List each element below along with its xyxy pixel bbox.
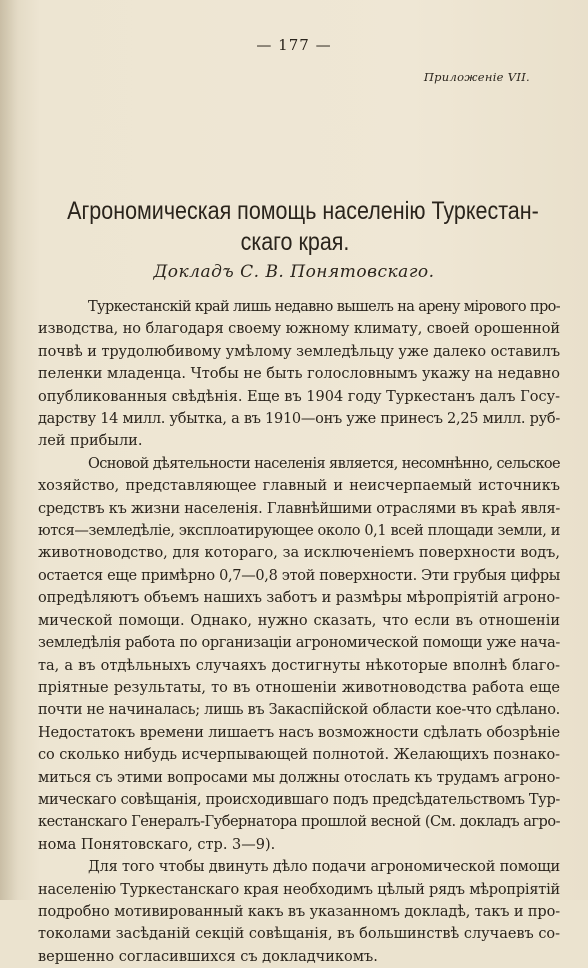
paragraph-3 (38, 856, 560, 968)
text-line: земледѣлія работа по организаціи агрономической помощи уже нача- (38, 635, 560, 652)
title-line: Агрономическая помощь населенію Туркестан- (67, 197, 539, 225)
appendix-label: Приложеніе VII. (423, 70, 530, 84)
text-line: миться съ этими вопросами мы должны отослать къ трудамъ агроно- (38, 769, 560, 786)
page-number: — 177 — (256, 36, 332, 54)
text-line: Туркестанскій край лишь недавно вышелъ на арену мірового про- (88, 299, 560, 315)
text-line: изводства, но благодаря своему южному климату, своей орошенной (38, 321, 560, 338)
text-line: кестанскаго Генералъ-Губернатора прошлой весной (См. докладъ агро- (38, 814, 560, 831)
document-title (67, 196, 539, 258)
text-line: животноводство, для котораго, за исключеніемъ поверхности водъ, (38, 545, 560, 562)
text-line: опубликованныя свѣдѣнія. Еще въ 1904 году Туркестанъ далъ Госу- (38, 388, 560, 405)
paragraph-1 (38, 296, 560, 453)
text-line: нома Понятовскаго, стр. 3—9). (38, 836, 276, 853)
text-line: опредѣляютъ объемъ нашихъ заботъ и размѣры мѣропріятій агроно- (38, 590, 560, 607)
text-line: населенію Туркестанскаго края необходимъ цѣлый рядъ мѣропріятій (38, 881, 560, 898)
text-line: вершенно согласившихся съ докладчикомъ. (38, 948, 378, 965)
text-line: мическаго совѣщанія, происходившаго подъ предсѣдательствомъ Тур- (38, 791, 560, 808)
text-line: пеленки младенца. Чтобы не быть голословнымъ укажу на недавно (38, 366, 560, 383)
text-line: Недостатокъ времени лишаетъ насъ возможности сдѣлать обозрѣніе (38, 724, 560, 741)
title-line: скаго края. (240, 228, 350, 256)
text-line: ются—земледѣліе, эксплоатирующее около 0,1 всей площади земли, и (38, 523, 560, 540)
text-line: та, а въ отдѣльныхъ случаяхъ достигнуты нѣкоторые вполнѣ благо- (38, 657, 560, 674)
text-line: почвѣ и трудолюбивому умѣлому земледѣльцу уже далеко оставилъ (38, 343, 560, 360)
text-line: остается еще примѣрно 0,7—0,8 этой поверхности. Эти грубыя цифры (38, 567, 560, 584)
text-line: со сколько нибудь исчерпывающей полнотой. Желающихъ познако- (38, 747, 560, 764)
text-line: лей прибыли. (38, 433, 143, 450)
text-line: токолами засѣданій секцій совѣщанія, въ большинствѣ случаевъ со- (38, 926, 560, 943)
text-line: хозяйство, представляющее главный и неисчерпаемый источникъ (38, 478, 560, 495)
text-line: Основой дѣятельности населенія является, несомнѣнно, сельское (88, 455, 560, 472)
body-text (38, 296, 560, 968)
text-line: пріятные результаты, то въ отношеніи животноводства работа еще (38, 679, 560, 696)
author-byline: Докладъ С. В. Понятовскаго. (153, 262, 435, 282)
text-line: почти не начиналась; лишь въ Закаспійской области кое-что сдѣлано. (38, 702, 560, 719)
paragraph-2 (38, 453, 560, 856)
text-line: мической помощи. Однако, нужно сказать, что если въ отношеніи (38, 612, 560, 629)
text-line: средствъ къ жизни населенія. Главнѣйшими отраслями въ краѣ явля- (38, 500, 560, 517)
text-line: дарству 14 милл. убытка, а въ 1910—онъ уже принесъ 2,25 милл. руб- (38, 411, 560, 428)
text-line: Для того чтобы двинуть дѣло подачи агрономической помощи (88, 859, 560, 876)
text-line: подробно мотивированный какъ въ указанномъ докладѣ, такъ и про- (38, 903, 560, 920)
